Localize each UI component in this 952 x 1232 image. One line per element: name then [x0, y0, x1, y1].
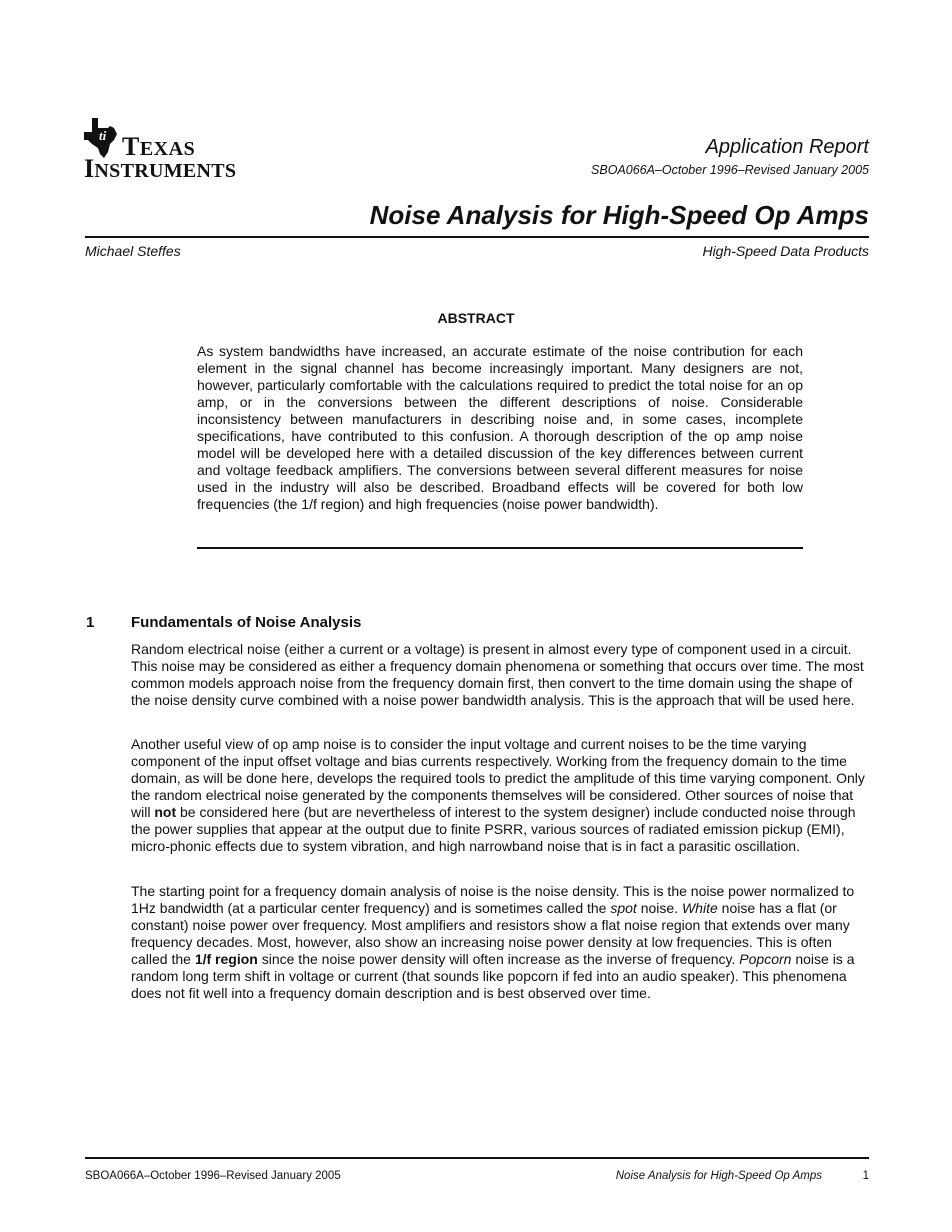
paragraph-1: Random electrical noise (either a current or a voltage) is present in almost every type of component used in a circuit. This noise may be considered as either a frequency domain phenomena or something that occurs over time. The most common models approach noise from the frequency domain first, then convert to the time domain using the shape of the noise density curve combined with a noise power bandwidth analysis. This is the approach that will be used here.	[131, 641, 864, 708]
paragraph-3-part-a: The starting point for a frequency domain analysis of noise is the noise density. This is the noise power normalized to 1Hz bandwidth (at a particular center frequency) and is sometimes called the	[131, 883, 855, 916]
department: High-Speed Data Products	[702, 243, 869, 259]
author: Michael Steffes	[85, 243, 181, 259]
abstract-divider	[197, 547, 803, 549]
logo-texas-rest: EXAS	[139, 138, 196, 160]
paragraph-3-spot: spot	[610, 900, 637, 916]
paragraph-2-part-a: Another useful view of op amp noise is to consider the input voltage and current noises to be the time varying component of the input offset voltage and bias currents respectively. Working from the frequency domain to the time domain, as will be done here, develops the required tools to predict the amplitude of this time varying component. Only the random electrical noise generated by the components themselves will be considered. Other sources of noise that will	[131, 736, 865, 820]
abstract-heading: ABSTRACT	[437, 310, 515, 326]
section-number: 1	[86, 614, 95, 631]
abstract-text: As system bandwidths have increased, an accurate estimate of the noise contribution for each element in the signal channel has become increasingly important. Many designers are not, however, particularly comfortable with the calculations required to predict the total noise for an op amp, or in the conversions between the different descriptions of noise. Considerable inconsistency between manufacturers in describing noise and, in some cases, incomplete specifications, have contributed to this confusion. A thorough description of the op amp noise model will be developed here with a detailed discussion of the key differences between current and voltage feedback amplifiers. The conversions between several different measures for noise used in the industry will also be described. Broadband effects will be covered for both low frequencies (the 1/f region) and high frequencies (noise power bandwidth).	[197, 343, 803, 512]
paragraph-2-bold-not: not	[154, 804, 177, 820]
footer-doc-id: SBOA066A–October 1996–Revised January 2005	[85, 1170, 341, 1182]
footer-divider	[85, 1157, 869, 1159]
paragraph-2-part-b: be considered here (but are nevertheless of interest to the system designer) include conducted noise through the power supplies that appear at the output due to finite PSRR, various sources of radiated emission pickup (EMI), micro-phonic effects due to system vibration, and high narrowband noise that is in fact a parasitic oscillation.	[131, 804, 856, 854]
paragraph-3	[131, 883, 871, 1002]
page-number: 1	[862, 1170, 869, 1182]
page-title: Noise Analysis for High-Speed Op Amps	[369, 200, 869, 230]
ti-logo	[84, 118, 284, 183]
texas-state-icon	[84, 118, 118, 158]
paragraph-3-popcorn: Popcorn	[739, 951, 792, 967]
footer-title: Noise Analysis for High-Speed Op Amps	[615, 1170, 822, 1182]
section-title: Fundamentals of Noise Analysis	[131, 614, 362, 631]
paragraph-3-white: White	[681, 900, 718, 916]
doc-id: SBOA066A–October 1996–Revised January 2005	[591, 163, 869, 177]
svg-text:ti: ti	[99, 128, 107, 143]
report-type: Application Report	[705, 136, 869, 158]
paragraph-3-part-e: noise is a random long term shift in voltage or current (that sounds like popcorn if fed into an audio speaker). This phenomena does not fit well into a frequency domain description and is best observed over time.	[131, 951, 855, 1001]
logo-text-instruments	[84, 154, 236, 184]
paragraph-3-part-c: noise has a flat (or constant) noise power over frequency. Most amplifiers and resistors show a flat noise region that extends over many frequency decades. Most, however, also show an increasing noise power density at low frequencies. This is often called the	[131, 900, 850, 967]
paragraph-3-part-b: noise.	[636, 900, 682, 916]
paragraph-2	[131, 736, 871, 855]
title-divider	[85, 236, 869, 238]
logo-texas-initial: T	[122, 132, 140, 161]
paragraph-3-region: 1/f region	[194, 951, 258, 967]
logo-instruments-initial: I	[84, 154, 95, 183]
paragraph-3-part-d: since the noise power density will often increase as the inverse of frequency.	[257, 951, 740, 967]
logo-instruments-rest: NSTRUMENTS	[94, 160, 237, 182]
